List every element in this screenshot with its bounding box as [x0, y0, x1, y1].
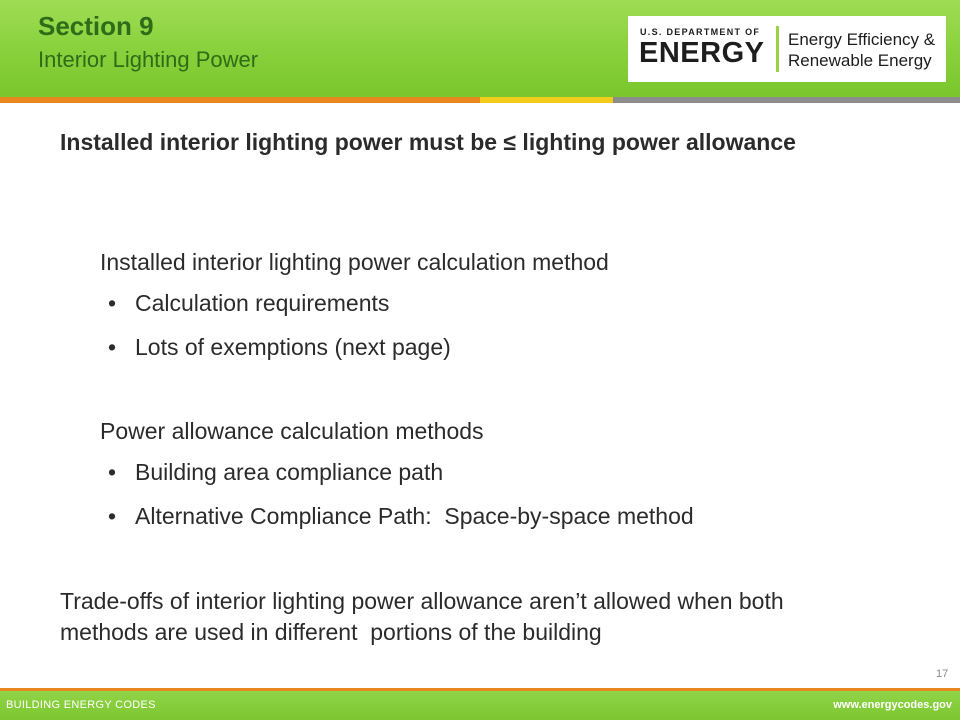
section-title: Section 9: [38, 11, 154, 41]
footer-website-link[interactable]: www.energycodes.gov: [833, 699, 952, 711]
header-banner: [0, 0, 960, 97]
logo-department-line: U.S. DEPARTMENT OF: [640, 27, 761, 37]
bullet-icon: •: [108, 503, 117, 529]
logo-program-line2: Renewable Energy: [788, 51, 932, 70]
bullet-icon: •: [108, 459, 117, 485]
group2-bullet-2: Alternative Compliance Path: Space-by-space method: [135, 503, 694, 529]
section-subtitle: Interior Lighting Power: [38, 47, 259, 72]
logo-program-line1: Energy Efficiency &: [788, 30, 936, 49]
bullet-icon: •: [108, 290, 117, 316]
stripe-yellow: [480, 97, 613, 103]
group1-bullet-1: Calculation requirements: [135, 290, 390, 316]
lead-statement: Installed interior lighting power must be ≤ lighting power allowance: [60, 129, 796, 155]
footer-accent-line: [0, 688, 960, 691]
group2-heading: Power allowance calculation methods: [100, 418, 484, 444]
logo-energy-wordmark: ENERGY: [639, 37, 765, 69]
closing-statement: Trade-offs of interior lighting power allowance aren’t allowed when both methods are used in different portions of the building: [60, 588, 791, 645]
logo-divider: [776, 26, 779, 72]
footer-program-name: BUILDING ENERGY CODES: [6, 699, 156, 711]
group1-bullet-2: Lots of exemptions (next page): [135, 334, 451, 360]
logo-program-name: [788, 29, 935, 71]
page-number: 17: [936, 668, 949, 680]
group2-bullet-1: Building area compliance path: [135, 459, 444, 485]
bullet-icon: •: [108, 334, 117, 360]
doe-eere-logo: [628, 16, 946, 82]
stripe-orange: [0, 97, 480, 103]
stripe-gray: [613, 97, 960, 103]
group1-heading: Installed interior lighting power calculation method: [100, 249, 609, 275]
